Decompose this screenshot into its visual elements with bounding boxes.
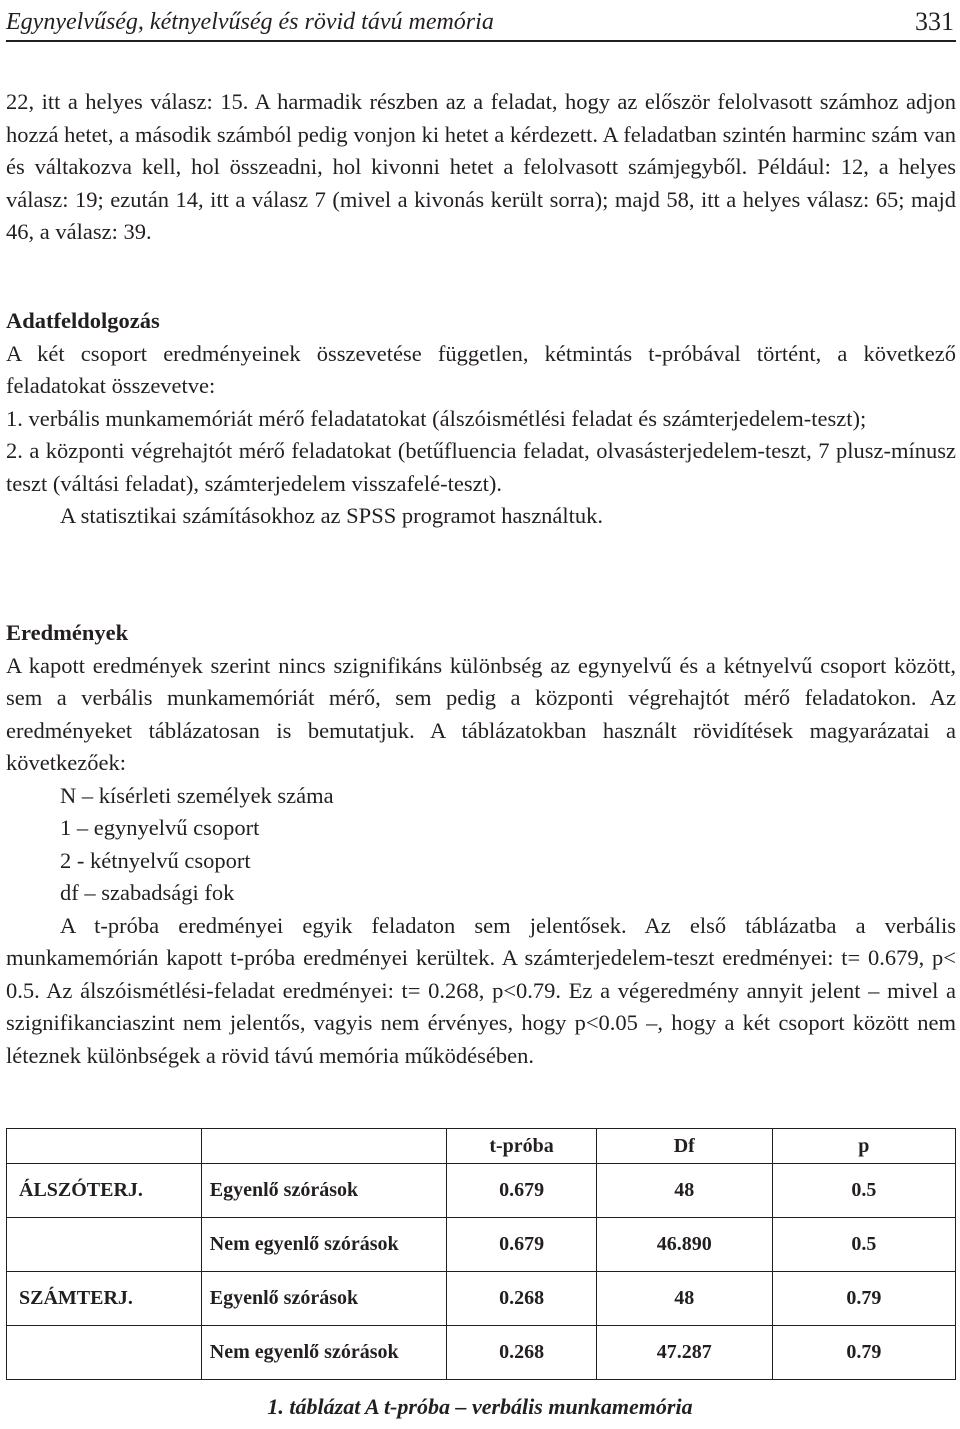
- table-cell-group: [7, 1218, 202, 1272]
- results-table: [6, 1128, 956, 1380]
- list-item: 1. verbális munkamemóriát mérő feladatatokat (álszóismétlési feladat és számterjedelem-teszt);: [6, 405, 867, 431]
- abbreviation-item: N – kísérleti személyek száma: [60, 782, 334, 808]
- table-cell-t: 0.679: [447, 1164, 597, 1218]
- table-row: [7, 1272, 956, 1326]
- table-row: [7, 1326, 956, 1380]
- table-cell-condition: Nem egyenlő szórások: [201, 1326, 447, 1380]
- list-item: 2. a központi végrehajtót mérő feladatokat (betűfluencia feladat, olvasásterjedelem-teszt, 7 plusz-mínusz teszt (váltási feladat), számterjedelem visszafelé-teszt).: [6, 438, 956, 496]
- table-cell-df: 48: [596, 1164, 772, 1218]
- data-processing-paragraph: A két csoport eredményeinek összevetése független, kétmintás t-próbával történt, a következő feladatokat összevetve:: [6, 340, 956, 398]
- table-cell-df: 46.890: [596, 1218, 772, 1272]
- results-paragraph-2: A t-próba eredményei egyik feladaton sem jelentősek. Az első táblázatba a verbális munkamemórián kapott t-próba eredményei kerültek. A számterjedelem-teszt eredményei: t= 0.679, p< 0.5. Az álszóismétlési-feladat eredményei: t= 0.268, p<0.79. Ez a végeredmény annyit jelent – mivel a szignifikanciaszint nem jelentős, vagyis nem érvényes, hogy p<0.05 –, hogy a két csoport között nem léteznek különbségek a rövid távú memória működésében.: [6, 912, 956, 1068]
- table-cell-p: 0.5: [772, 1164, 955, 1218]
- intro-paragraph: 22, itt a helyes válasz: 15. A harmadik részben az a feladat, hogy az először felolvasott számhoz adjon hozzá hetet, a második számból pedig vonjon ki hetet a kérdezett. A feladatban szintén harminc szám van és váltakozva kell, hol összeadni, hol kivonni hetet a felolvasott számjegyből. Például: 12, a helyes válasz: 19; ezután 14, itt a válasz 7 (mivel a kivonás került sorra); majd 58, itt a helyes válasz: 65; majd 46, a válasz: 39.: [6, 89, 956, 244]
- table-cell-condition: Nem egyenlő szórások: [201, 1218, 447, 1272]
- running-title: Egynyelvűség, kétnyelvűség és rövid távú memória: [6, 9, 494, 35]
- intro-block: [6, 86, 956, 249]
- results-section: [6, 617, 956, 1072]
- table-header-cell: [201, 1129, 447, 1164]
- data-processing-section: [6, 305, 956, 533]
- results-paragraph-1: A kapott eredmények szerint nincs szignifikáns különbség az egynyelvű és a kétnyelvű csoport között, sem a verbális munkamemóriát mérő, sem pedig a központi végrehajtót mérő feladatokon. Az eredményeket táblázatosan is bemutatjuk. A táblázatokban használt rövidítések magyarázatai a következőek:: [6, 652, 956, 775]
- table-row: [7, 1164, 956, 1218]
- table-cell-p: 0.79: [772, 1272, 955, 1326]
- table-cell-t: 0.268: [447, 1326, 597, 1380]
- table-cell-p: 0.5: [772, 1218, 955, 1272]
- table-cell-group: [7, 1326, 202, 1380]
- table-cell-group: ÁLSZÓTERJ.: [7, 1164, 202, 1218]
- abbreviation-item: 1 – egynyelvű csoport: [60, 815, 260, 840]
- table-cell-condition: Egyenlő szórások: [201, 1272, 447, 1326]
- table-header-cell: [7, 1129, 202, 1164]
- table-header-cell: t-próba: [447, 1129, 597, 1164]
- table-cell-p: 0.79: [772, 1326, 955, 1380]
- section-heading-results: Eredmények: [6, 620, 129, 645]
- table-cell-t: 0.679: [447, 1218, 597, 1272]
- table-cell-t: 0.268: [447, 1272, 597, 1326]
- page-number: 331: [915, 7, 954, 36]
- table-header-cell: Df: [596, 1129, 772, 1164]
- table-caption: 1. táblázat A t-próba – verbális munkamemória: [267, 1394, 693, 1419]
- running-header: [6, 0, 956, 42]
- abbreviation-item: df – szabadsági fok: [60, 880, 235, 905]
- table-header-cell: p: [772, 1129, 955, 1164]
- table-cell-df: 48: [596, 1272, 772, 1326]
- spss-sentence: A statisztikai számításokhoz az SPSS programot használtuk.: [60, 503, 604, 528]
- abbreviation-item: 2 - kétnyelvű csoport: [60, 847, 251, 873]
- table-cell-group: SZÁMTERJ.: [7, 1272, 202, 1326]
- table-cell-df: 47.287: [596, 1326, 772, 1380]
- table-header-row: [7, 1129, 956, 1164]
- table-row: [7, 1218, 956, 1272]
- section-heading-data-processing: Adatfeldolgozás: [6, 308, 160, 333]
- table-cell-condition: Egyenlő szórások: [201, 1164, 447, 1218]
